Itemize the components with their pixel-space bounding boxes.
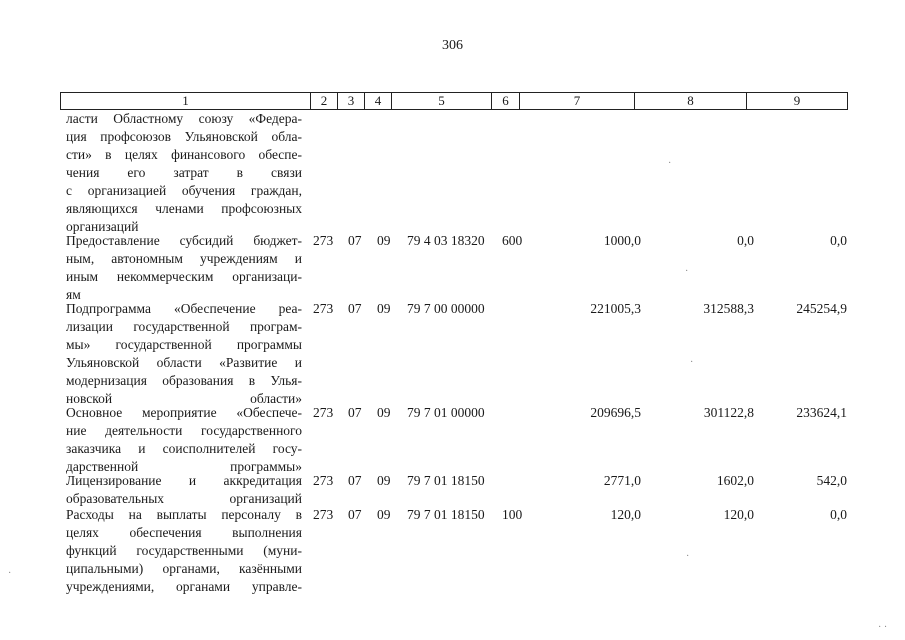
cell-razdel: 07: [348, 301, 362, 316]
description-line: Расходы на выплаты персоналу в: [66, 507, 302, 522]
scan-speck: ·: [686, 551, 690, 562]
cell-amount-col9: 0,0: [830, 507, 847, 522]
row-description: [66, 110, 302, 236]
row-description: [66, 506, 302, 596]
description-line: Предоставление субсидий бюджет-: [66, 233, 302, 248]
cell-amount-col8: 0,0: [737, 233, 754, 248]
header-col-2: 2: [311, 93, 338, 109]
description-line: ласти Областному союзу «Федера-: [66, 111, 302, 126]
description-line: с организацией обучения граждан,: [66, 183, 302, 198]
cell-target-article: 79 7 01 18150: [407, 507, 485, 522]
description-line: Основное мероприятие «Обеспече-: [66, 405, 302, 420]
description-line: ние деятельности государственного: [66, 423, 302, 438]
cell-amount-col7: 209696,5: [590, 405, 641, 420]
description-line: новской области»: [66, 391, 302, 406]
cell-podrazdel: 09: [377, 473, 391, 488]
cell-ved: 273: [313, 301, 334, 316]
cell-razdel: 07: [348, 473, 362, 488]
cell-amount-col8: 312588,3: [703, 301, 754, 316]
cell-razdel: 07: [348, 405, 362, 420]
description-line: ция профсоюзов Ульяновской обла-: [66, 129, 302, 144]
row-description: [66, 232, 302, 304]
header-col-5: 5: [392, 93, 492, 109]
description-line: функций государственными (муни-: [66, 543, 302, 558]
description-line: модернизация образования в Улья-: [66, 373, 302, 388]
description-line: ям: [66, 287, 81, 302]
description-line: организаций: [66, 219, 139, 234]
cell-ved: 273: [313, 233, 334, 248]
cell-amount-col9: 245254,9: [796, 301, 847, 316]
description-line: ным, автономным учреждениям и: [66, 251, 302, 266]
cell-podrazdel: 09: [377, 507, 391, 522]
header-col-7: 7: [520, 93, 635, 109]
cell-target-article: 79 7 00 00000: [407, 301, 485, 316]
cell-amount-col8: 1602,0: [716, 473, 754, 488]
header-col-3: 3: [338, 93, 365, 109]
cell-amount-col7: 120,0: [610, 507, 641, 522]
cell-amount-col9: 542,0: [816, 473, 847, 488]
header-col-9: 9: [793, 93, 801, 108]
cell-amount-col8: 120,0: [723, 507, 754, 522]
description-line: иным некоммерческим организаци-: [66, 269, 302, 284]
row-description: [66, 404, 302, 476]
header-col-6: 6: [492, 93, 520, 109]
description-line: заказчика и соисполнителей госу-: [66, 441, 302, 456]
cell-ved: 273: [313, 473, 334, 488]
description-line: образовательных организаций: [66, 491, 302, 506]
cell-razdel: 07: [348, 507, 362, 522]
description-line: лизации государственной програм-: [66, 319, 302, 334]
cell-amount-col9: 233624,1: [796, 405, 847, 420]
cell-ved: 273: [313, 405, 334, 420]
description-line: Ульяновской области «Развитие и: [66, 355, 302, 370]
cell-expense-type: 600: [502, 233, 523, 248]
scan-speck: ·: [690, 357, 694, 368]
row-description: [66, 472, 302, 508]
description-line: сти» в целях финансового обеспе-: [66, 147, 302, 162]
description-line: Лицензирование и аккредитация: [66, 473, 302, 488]
scan-speck: ·: [685, 266, 689, 277]
row-description: [66, 300, 302, 408]
cell-razdel: 07: [348, 233, 362, 248]
header-col-8: 8: [635, 93, 747, 109]
cell-amount-col7: 221005,3: [590, 301, 641, 316]
table-header: [60, 92, 848, 110]
scan-speck: ·: [8, 568, 12, 579]
cell-ved: 273: [313, 507, 334, 522]
cell-amount-col7: 2771,0: [603, 473, 641, 488]
description-line: чения его затрат в связи: [66, 165, 302, 180]
cell-target-article: 79 4 03 18320: [407, 233, 485, 248]
cell-amount-col8: 301122,8: [703, 405, 754, 420]
cell-target-article: 79 7 01 18150: [407, 473, 485, 488]
cell-podrazdel: 09: [377, 301, 391, 316]
header-col-1: 1: [61, 93, 311, 109]
header-col-4: 4: [365, 93, 392, 109]
description-line: учреждениями, органами управле-: [66, 579, 302, 594]
cell-amount-col9: 0,0: [830, 233, 847, 248]
cell-podrazdel: 09: [377, 233, 391, 248]
description-line: мы» государственной программы: [66, 337, 302, 352]
cell-expense-type: 100: [502, 507, 523, 522]
scan-speck: ·: [668, 158, 672, 169]
description-line: целях обеспечения выполнения: [66, 525, 302, 540]
description-line: являющихся членами профсоюзных: [66, 201, 302, 216]
description-line: дарственной программы»: [66, 459, 302, 474]
cell-amount-col7: 1000,0: [603, 233, 641, 248]
cell-podrazdel: 09: [377, 405, 391, 420]
description-line: Подпрограмма «Обеспечение реа-: [66, 301, 302, 316]
description-line: ципальными) органами, казёнными: [66, 561, 302, 576]
cell-target-article: 79 7 01 00000: [407, 405, 485, 420]
scan-speck: · ·: [878, 622, 888, 633]
page-number: 306: [442, 38, 463, 53]
